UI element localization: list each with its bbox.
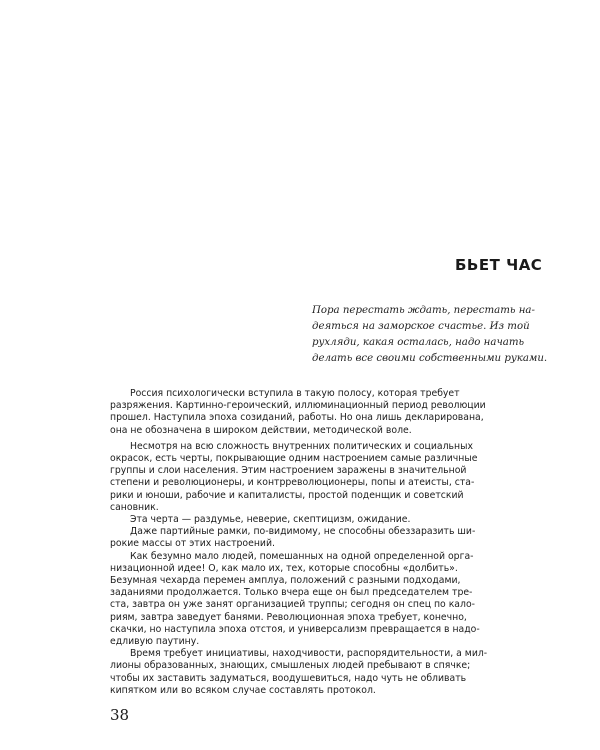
text-line: заданиями продолжается. Только вчера еще он был председателем тре- [110,587,473,599]
text-line: ста, завтра он уже занят организацией труппы; сегодня он спец по кало- [110,599,475,611]
epigraph-line: деяться на заморское счастье. Из той [312,321,530,332]
text-line: Безумная чехарда перемен амплуа, положений с разными подходами, [110,575,461,587]
text-line: низационной идее! О, как мало их, тех, которые способны «долбить». [110,562,458,574]
text-line: кипятком или во всяком случае составлять протокол. [110,684,376,696]
text-line: сановник. [110,501,159,513]
epigraph [312,303,548,367]
page-number: 38 [110,706,130,724]
text-line: рики и юноши, рабочие и капиталисты, простой поденщик и советский [110,489,464,501]
text-line: разряжения. Картинно-героический, иллюминационный период революции [110,400,486,412]
text-line: скачки, но наступила эпоха отстоя, и универсализм превращается в надо- [110,623,480,635]
paragraph [110,514,530,526]
epigraph-line: делать все своими собственными руками. [312,353,548,364]
text-line: рокие массы от этих настроений. [110,538,275,550]
text-line: Несмотря на всю сложность внутренних политических и социальных [130,440,473,452]
chapter-heading: БЬЕТ ЧАС [455,256,543,274]
paragraph [110,526,530,550]
text-line: окрасок, есть черты, покрывающие одним настроением самые различные [110,453,478,465]
text-line: едливую паутину. [110,636,200,648]
text-line: лионы образованных, знающих, смышленых людей пребывают в спячке; [110,660,471,672]
text-line: Эта черта — раздумье, неверие, скептицизм, ожидание. [130,514,411,526]
epigraph-line: Пора перестать ждать, перестать на- [312,305,535,316]
body-text [110,388,530,697]
paragraph [110,388,530,437]
epigraph-line: рухляди, какая осталась, надо начать [312,337,525,348]
text-line: риям, завтра заведует банями. Революционная эпоха требует, конечно, [110,611,467,623]
text-line: чтобы их заставить задуматься, воодушевиться, надо чуть не обливать [110,672,467,684]
text-line: Как безумно мало людей, помешанных на одной определенной орга- [130,550,474,562]
paragraph [110,551,530,649]
text-line: она не обозначена в широком действии, методической воле. [110,424,412,436]
text-line: Даже партийные рамки, по-видимому, не способны обеззаразить ши- [130,526,476,538]
text-line: группы и слои населения. Этим настроением заражены в значительной [110,465,467,477]
text-line: степени и революционеры, и контрреволюционеры, попы и атеисты, ста- [110,477,475,489]
text-line: Время требует инициативы, находчивости, распорядительности, а мил- [130,648,488,660]
text-line: прошел. Наступила эпоха созиданий, работы. Но она лишь декларирована, [110,412,484,424]
text-line: Россия психологически вступила в такую полосу, которая требует [130,388,460,399]
paragraph [110,648,530,697]
paragraph [110,441,530,514]
